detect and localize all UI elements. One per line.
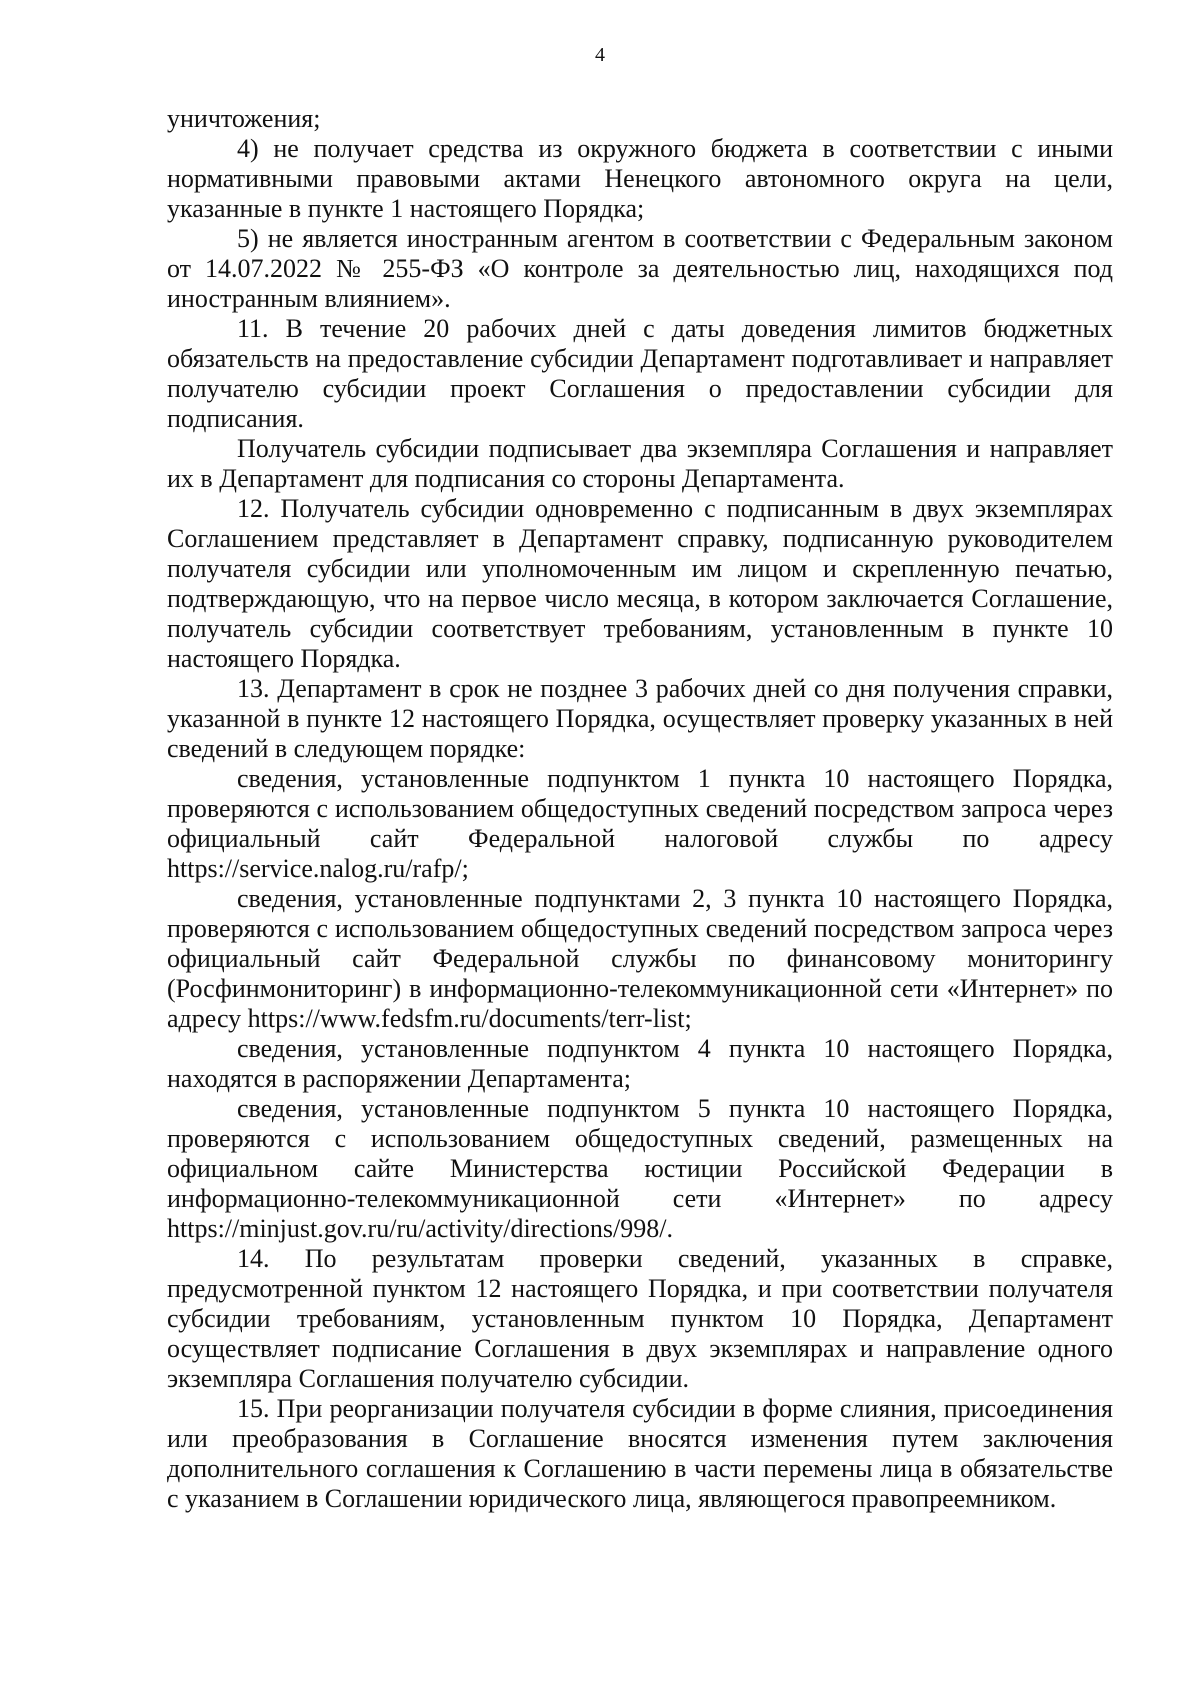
clause-13-check-subitems-2-3: сведения, установленные подпунктами 2, 3 пункта 10 настоящего Порядка, проверяются с использованием общедоступных сведений посредством запроса через официальный сайт Федеральной службы по финансовому мониторингу (Росфинмониторинг) в информационно-телекоммуникационной сети «Интернет» по адресу https://www.fedsfm.ru/documents/terr-list; [167,884,1113,1033]
clause-13-check-subitem-1: сведения, установленные подпунктом 1 пункта 10 настоящего Порядка, проверяются с использованием общедоступных сведений посредством запроса через официальный сайт Федеральной налоговой службы по адресу https://service.nalog.ru/rafp/; [167,764,1113,883]
clause-12: 12. Получатель субсидии одновременно с подписанным в двух экземплярах Соглашением представляет в Департамент справку, подписанную руководителем получателя субсидии или уполномоченным им лицом и скрепленную печатью, подтверждающую, что на первое число месяца, в котором заключается Соглашение, получатель субсидии соответствует требованиям, установленным в пункте 10 настоящего Порядка. [167,494,1113,673]
paragraph-continuation: уничтожения; [167,104,321,133]
document-body [167,104,1113,1514]
subitem-4: 4) не получает средства из окружного бюджета в соответствии с иными нормативными правовыми актами Ненецкого автономного округа на цели, указанные в пункте 1 настоящего Порядка; [167,134,1113,223]
clause-13-check-subitem-5: сведения, установленные подпунктом 5 пункта 10 настоящего Порядка, проверяются с использованием общедоступных сведений, размещенных на официальном сайте Министерства юстиции Российской Федерации в информационно-телекоммуникационной сети «Интернет» по адресу https://minjust.gov.ru/ru/activity/directions/998/. [167,1094,1113,1243]
clause-14: 14. По результатам проверки сведений, указанных в справке, предусмотренной пунктом 12 настоящего Порядка, и при соответствии получателя субсидии требованиям, установленным пунктом 10 Порядка, Департамент осуществляет подписание Соглашения в двух экземплярах и направление одного экземпляра Соглашения получателю субсидии. [167,1244,1113,1393]
subitem-5: 5) не является иностранным агентом в соответствии с Федеральным законом от 14.07.2022 № 255-ФЗ «О контроле за деятельностью лиц, находящихся под иностранным влиянием». [167,224,1113,313]
page-number: 4 [595,44,605,66]
clause-11: 11. В течение 20 рабочих дней с даты доведения лимитов бюджетных обязательств на предоставление субсидии Департамент подготавливает и направляет получателю субсидии проект Соглашения о предоставлении субсидии для подписания. [167,314,1113,433]
clause-15: 15. При реорганизации получателя субсидии в форме слияния, присоединения или преобразования в Соглашение вносятся изменения путем заключения дополнительного соглашения к Соглашению в части перемены лица в обязательстве с указанием в Соглашении юридического лица, являющегося правопреемником. [167,1394,1113,1513]
clause-11-paragraph-2: Получатель субсидии подписывает два экземпляра Соглашения и направляет их в Департамент для подписания со стороны Департамента. [167,434,1113,493]
clause-13: 13. Департамент в срок не позднее 3 рабочих дней со дня получения справки, указанной в пункте 12 настоящего Порядка, осуществляет проверку указанных в ней сведений в следующем порядке: [167,674,1113,763]
clause-13-check-subitem-4: сведения, установленные подпунктом 4 пункта 10 настоящего Порядка, находятся в распоряжении Департамента; [167,1034,1113,1093]
